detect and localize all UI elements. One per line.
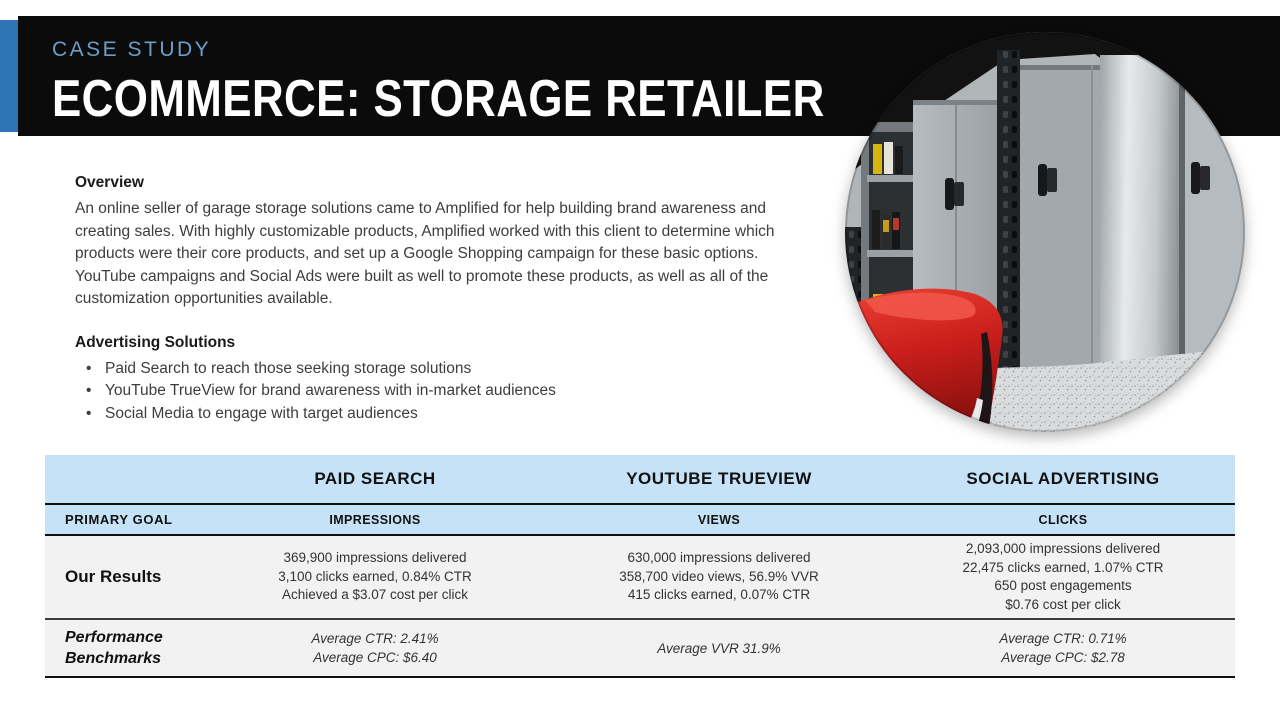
results-table — [45, 455, 1235, 678]
slide-title: ECOMMERCE: STORAGE RETAILER — [52, 69, 825, 128]
text-line: 3,100 clicks earned, 0.84% CTR — [278, 568, 472, 584]
text-line: Average CTR: 2.41% — [311, 631, 439, 646]
advertising-solutions-list — [75, 358, 800, 426]
primary-goal-paid-search: IMPRESSIONS — [329, 512, 421, 527]
primary-goal-label: PRIMARY GOAL — [65, 512, 173, 527]
performance-benchmarks-label: Performance Benchmarks — [65, 629, 163, 667]
table-column-header-row — [45, 455, 1235, 503]
primary-goal-social: CLICKS — [1038, 512, 1088, 527]
benchmarks-paid-search — [203, 629, 547, 667]
advertising-solutions-heading: Advertising Solutions — [75, 333, 236, 351]
text-line: $0.76 cost per click — [1005, 596, 1121, 612]
text-line: • Social Media to engage with target audiences — [75, 403, 800, 426]
text-line: Average CPC: $2.78 — [1001, 650, 1125, 665]
text-line: Average CPC: $6.40 — [313, 650, 437, 665]
our-results-row — [45, 536, 1235, 620]
text-line: 2,093,000 impressions delivered — [965, 541, 1161, 556]
our-results-social — [891, 540, 1235, 614]
advertising-solutions-section — [75, 334, 800, 426]
column-header-paid-search: PAID SEARCH — [314, 469, 436, 488]
case-study-label: CASE STUDY — [52, 38, 212, 61]
storage-photo — [845, 32, 1245, 432]
overview-heading: Overview — [75, 174, 144, 191]
overview-paragraph: An online seller of garage storage solutions came to Amplified for help building brand awareness and creating sales. With highly customizable products, Amplified worked with this client to determine which products were their core products, and set up a Google Shopping campaign for these basic options. YouTube campaigns and Social Ads were built as well to promote these products, as well as all of the customization opportunities available. — [75, 200, 775, 307]
text-line: 415 clicks earned, 0.07% CTR — [627, 587, 811, 603]
blue-accent-bar — [0, 20, 18, 132]
primary-goal-youtube: VIEWS — [697, 512, 741, 527]
performance-benchmarks-row — [45, 620, 1235, 678]
body-content — [75, 174, 800, 425]
text-line: 358,700 video views, 56.9% VVR — [619, 568, 819, 584]
primary-goal-row — [45, 503, 1235, 536]
storage-photo-illustration — [845, 32, 1245, 432]
our-results-paid-search — [203, 549, 547, 605]
overview-section — [75, 174, 800, 311]
our-results-youtube — [547, 549, 891, 605]
text-line: • Paid Search to reach those seeking storage solutions — [75, 358, 800, 381]
text-line: 630,000 impressions delivered — [627, 550, 811, 566]
column-header-youtube-trueview: YOUTUBE TRUEVIEW — [626, 469, 812, 488]
our-results-label: Our Results — [65, 567, 162, 586]
benchmarks-social — [891, 629, 1235, 667]
text-line: • YouTube TrueView for brand awareness with in-market audiences — [75, 380, 800, 403]
text-line: Achieved a $3.07 cost per click — [281, 587, 469, 603]
text-line: Average CTR: 0.71% — [999, 631, 1127, 646]
text-line: 22,475 clicks earned, 1.07% CTR — [962, 559, 1164, 575]
benchmarks-youtube — [547, 639, 891, 658]
text-line: 369,900 impressions delivered — [283, 550, 467, 566]
text-line: 650 post engagements — [994, 578, 1132, 593]
text-line: Average VVR 31.9% — [657, 640, 781, 656]
column-header-social-advertising: SOCIAL ADVERTISING — [966, 469, 1160, 488]
